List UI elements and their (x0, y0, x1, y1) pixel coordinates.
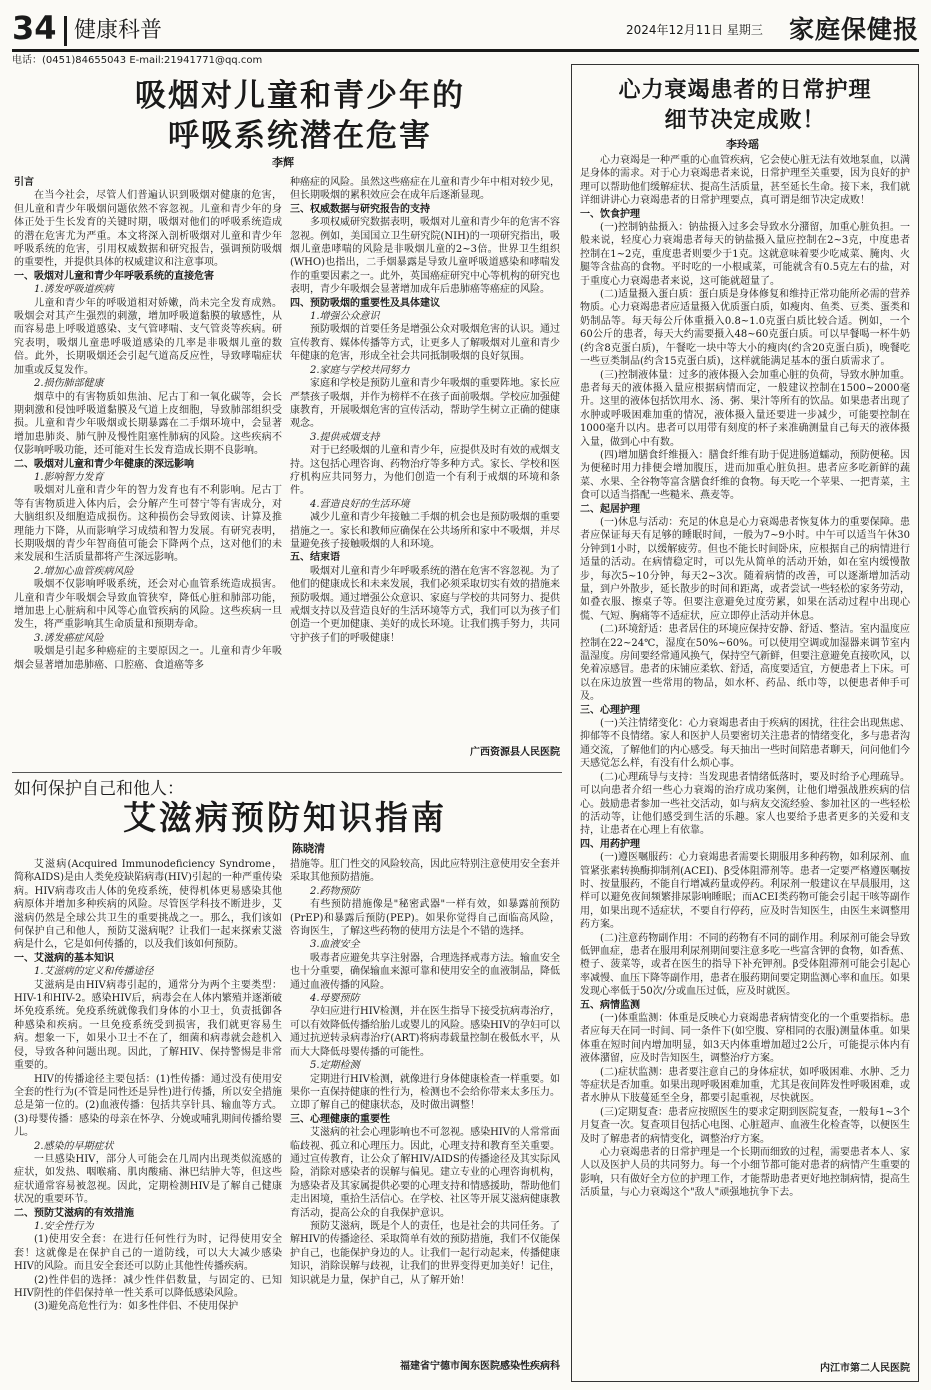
body-paragraph: 吸烟不仅影响呼吸系统，还会对心血管系统造成损害。儿童和青少年吸烟会导致血管狭窄，降低心脏和肺部功能，增加患上心脏病和中风等心血管疾病的风险。这些疾病一旦发生，将严重影响其生命质量和预期寿命。 (14, 579, 282, 631)
article1-title-line1: 吸烟对儿童和青少年的 (135, 78, 465, 114)
section-heading: 二、起居护理 (580, 503, 640, 515)
body-paragraph: (四)增加膳食纤维摄入：膳食纤维有助于促进肠道蠕动，预防便秘。因为便秘时用力排便会增加腹压，进而加重心脏负担。患者应多吃新鲜的蔬菜、水果、全谷物等富含膳食纤维的食物。每天吃一个苹果、一把青菜，主食可以适当搭配一些糙米、燕麦等。 (580, 449, 910, 502)
section-heading: 四、用药护理 (580, 838, 640, 850)
section-heading: 五、病情监测 (580, 999, 640, 1011)
article3-title (571, 76, 919, 136)
body-paragraph: 一旦感染HIV，部分人可能会在几周内出现类似流感的症状，如发热、咽喉痛、肌肉酸痛、淋巴结肿大等，但这些症状通常容易被忽视。因此，定期检测HIV是了解自己健康状况的重要环节。 (14, 1153, 282, 1206)
body-paragraph: (二)注意药物副作用：不同的药物有不同的副作用。利尿剂可能会导致低钾血症，患者在服用利尿剂期间要注意多吃一些富含钾的食物，如香蕉、橙子、菠菜等，或者在医生的指导下补充钾剂。β受体阻滞剂可能会引起心率减慢、血压下降等副作用，患者在服药期间要定期监测心率和血压。如果发现心率低于50次/分或血压过低，应及时就医。 (580, 932, 910, 998)
body-paragraph: (一)体重监测：体重是反映心力衰竭患者病情变化的一个重要指标。患者应每天在同一时间、同一条件下(如空腹、穿相同的衣服)测量体重。如果体重在短时间内增加明显，如3天内体重增加超过2公斤，可能提示体内有液体潴留，应及时告知医生，调整治疗方案。 (580, 1013, 910, 1065)
masthead (12, 6, 919, 52)
body-paragraph: 吸烟对儿童和青少年的智力发育也有不利影响。尼古丁等有害物质进入体内后，会分解产生可替宁等有害成分，对大脑组织及细胞造成损伤。这种损伤会导致阅读、计算及推理能力下降，从而影响学习成绩和智力发展。有研究表明，长期吸烟的青少年智商值可能会下降两个点，这对他们的未来发展和生活质量都将产生深远影响。 (14, 485, 282, 564)
body-paragraph: (一)遵医嘱服药：心力衰竭患者需要长期服用多种药物，如利尿剂、血管紧张素转换酶抑制剂(ACEI)、β受体阻滞剂等。患者一定要严格遵医嘱按时、按量服药，不能自行增减药量或停药。利尿剂一般建议在早晨服用，这样可以避免夜间频繁排尿影响睡眠；而ACEI类药物可能会引起干咳等副作用，如果出现不适症状，不要自行停药，应及时告知医生，由医生来调整用药方案。 (580, 852, 910, 931)
article3-hospital: 内江市第二人民医院 (820, 1363, 910, 1374)
article1-title-line2: 呼吸系统潜在危害 (168, 118, 432, 154)
body-paragraph: 对于已经吸烟的儿童和青少年，应提供及时有效的戒烟支持。这包括心理咨询、药物治疗等多种方式。家长、学校和医疗机构应共同努力，为他们创造一个有利于戒烟的环境和条件。 (290, 445, 560, 497)
body-paragraph: (三)定期复查：患者应按照医生的要求定期到医院复查，一般每1~3个月复查一次。复查项目包括心电图、心脏超声、血液生化检查等，以便医生及时了解患者的病情变化，调整治疗方案。 (580, 1106, 910, 1145)
section-heading: 二、吸烟对儿童和青少年健康的深远影响 (14, 458, 194, 470)
section-heading: 一、艾滋病的基本知识 (14, 952, 114, 964)
subsection-heading: 2.损伤肺部健康 (34, 378, 104, 390)
subsection-heading: 2.增加心血管疾病风险 (34, 565, 134, 577)
newspaper-name: 家庭保健报 (788, 15, 919, 44)
subsection-heading: 3.提供戒烟支持 (310, 431, 380, 443)
article1-author: 李辉 (272, 156, 294, 169)
body-paragraph: 定期进行HIV检测，就像进行身体健康检查一样重要。如果你一直保持健康的性行为，检测也不会给你带来太多压力。立即了解自己的健康状态，及时做出调整！ (290, 1073, 560, 1112)
body-paragraph: HIV的传播途径主要包括：(1)性传播：通过没有使用安全套的性行为(不管是同性还是异性)进行传播，所以安全措施总是第一位的。(2)血液传播：包括共享针具、输血等方式。(3)母婴传播：感染的母亲在怀孕、分娩或哺乳期间传播给婴儿。 (14, 1073, 282, 1139)
section-heading: 一、饮食护理 (580, 208, 640, 220)
article3-author: 李玲瑶 (726, 138, 759, 151)
body-paragraph: 减少儿童和青少年接触二手烟的机会也是预防吸烟的重要措施之一。家长和教师应确保在公共场所和家中不吸烟，并尽量避免孩子接触吸烟的人和环境。 (290, 512, 560, 550)
body-paragraph: 吸烟是引起多种癌症的主要原因之一。儿童和青少年吸烟会显著增加患肺癌、口腔癌、食道癌等多 (14, 646, 282, 671)
body-paragraph: 家庭和学校是预防儿童和青少年吸烟的重要阵地。家长应严禁孩子吸烟，并作为榜样不在孩子面前吸烟。学校应加强健康教育，开展吸烟危害的宣传活动，帮助学生树立正确的健康观念。 (290, 378, 560, 430)
subsection-heading: 1.安全性行为 (34, 1220, 94, 1232)
body-paragraph: (三)控制液体量：过多的液体摄入会加重心脏的负荷，导致水肿加重。患者每天的液体摄入量应根据病情而定，一般建议控制在1500~2000毫升。这里的液体包括饮用水、汤、粥、果汁等所有的饮品。如果患者出现了水肿或呼吸困难加重的情况，液体摄入量还要进一步减少，可能要控制在1000毫升以内。患者可以用带有刻度的杯子来准确测量自己每天的液体摄入量，做到心中有数。 (580, 369, 910, 448)
article2-column1 (14, 858, 282, 1384)
article3-body (580, 154, 910, 1350)
body-paragraph: (一)休息与活动：充足的休息是心力衰竭患者恢复体力的重要保障。患者应保证每天有足够的睡眠时间，一般为7~9小时。中午可以适当午休30分钟到1小时，以缓解疲劳。但也不能长时间卧床，应根据自己的病情进行适量的活动。在病情稳定时，可以先从简单的活动开始，如在室内缓慢散步，每次5~10分钟，每天2~3次。随着病情的改善，可以逐渐增加活动量，到户外散步，延长散步的时间和距离，或者尝试一些轻松的家务劳动，如叠衣服、擦桌子等。但要注意避免过度劳累，如果在活动过程中出现心慌、气短、胸痛等不适症状，应立即停止活动并休息。 (580, 516, 910, 622)
subsection-heading: 1.诱发呼吸道疾病 (34, 284, 114, 296)
subsection-heading: 3.诱发癌症风险 (34, 632, 104, 644)
contact-line: 电话：(0451)84655043 E-mail:21941771@qq.com (12, 55, 263, 66)
subsection-heading: 2.感染的早期症状 (34, 1140, 114, 1152)
page-number: 34 (12, 9, 57, 47)
body-paragraph: 心力衰竭是一种严重的心血管疾病，它会使心脏无法有效地泵血，以满足身体的需求。对于心力衰竭患者来说，日常护理至关重要，因为良好的护理可以帮助他们缓解症状、提高生活质量，甚至延长生命。接下来，我们就详细讲讲心力衰竭患者的日常护理要点，真可谓是细节决定成败！ (580, 155, 910, 207)
subsection-heading: 4.母婴预防 (310, 993, 360, 1005)
body-paragraph: (二)适量摄入蛋白质：蛋白质是身体修复和维持正常功能所必需的营养物质。心力衰竭患者应适量摄入优质蛋白质，如瘦肉、鱼类、豆类、蛋类和奶制品等。每天每公斤体重摄入0.8~1.0克蛋白质比较合适。例如，一个60公斤的患者，每天大约需要摄入48~60克蛋白质。可以早餐喝一杯牛奶(约含8克蛋白质)，午餐吃一块中等大小的瘦肉(约含20克蛋白质)，晚餐吃一些豆类制品(约含15克蛋白质)，这样就能满足基本的蛋白质需求了。 (580, 289, 910, 368)
body-paragraph: 有些预防措施像是"秘密武器"一样有效，如暴露前预防(PrEP)和暴露后预防(PEP)。如果你觉得自己面临高风险，咨询医生，了解这些药物的使用方法是个不错的选择。 (290, 899, 560, 938)
body-paragraph: 孕妇应进行HIV检测，并在医生指导下接受抗病毒治疗，可以有效降低传播给胎儿或婴儿的风险。感染HIV的孕妇可以通过抗逆转录病毒治疗(ART)将病毒载量控制在极低水平，从而大大降低母婴传播的可能性。 (290, 1006, 560, 1058)
article1-column2 (290, 176, 560, 736)
body-paragraph: 烟草中的有害物质如焦油、尼古丁和一氧化碳等，会长期刺激和侵蚀呼吸道黏膜及气道上皮细胞，导致肺部组织受损。儿童和青少年吸烟或长期暴露在二手烟环境中，会显著增加患肺炎、肺气肿及慢性阻塞性肺病的风险。这些疾病不仅影响呼吸功能，还可能对生长发育造成长期不良影响。 (14, 391, 282, 457)
body-paragraph: (二)心理疏导与支持：当发现患者情绪低落时，要及时给予心理疏导。可以向患者介绍一些心力衰竭的治疗成功案例，让他们增强战胜疾病的信心。鼓励患者参加一些社交活动，如与病友交流经验、参加社区的一些轻松的活动等，让他们感受到生活的乐趣。家人也要给予患者更多的关爱和支持，让患者在心理上有依靠。 (580, 771, 910, 837)
article2-author: 陈晓清 (292, 842, 325, 855)
section-name: 健康科普 (74, 18, 163, 43)
body-paragraph: 多项权威研究数据表明，吸烟对儿童和青少年的危害不容忽视。例如，美国国立卫生研究院(NIH)的一项研究指出，吸烟儿童患哮喘的风险是非吸烟儿童的2~3倍。世界卫生组织(WHO)也指出，二手烟暴露是导致儿童呼吸道感染和哮喘发作的重要因素之一。此外，英国癌症研究中心等机构的研究也表明，青少年吸烟会显著增加成年后患肺癌等癌症的风险。 (290, 217, 560, 296)
body-paragraph: 吸烟对儿童和青少年呼吸系统的潜在危害不容忽视。为了他们的健康成长和未来发展，我们必须采取切实有效的措施来预防吸烟。通过增强公众意识、家庭与学校的共同努力、提供戒烟支持以及营造良好的生活环境等方式，我们可以为孩子们创造一个更加健康、美好的成长环境。让我们携手努力，共同守护孩子们的呼吸健康！ (290, 565, 560, 644)
masthead-divider (64, 16, 67, 46)
body-paragraph: (3)避免高危性行为：如多性伴侣、不使用保护 (34, 1301, 239, 1313)
article3-title-line1: 心力衰竭患者的日常护理 (618, 78, 872, 103)
body-paragraph: 心力衰竭患者的日常护理是一个长期而细致的过程，需要患者本人、家人以及医护人员的共同努力。每一个小细节都可能对患者的病情产生重要的影响，只有做好全方位的护理工作，才能帮助患者更好地控制病情，提高生活质量，与心力衰竭这个"敌人"顽强地抗争下去。 (580, 1147, 910, 1199)
article3-title-line2: 细节决定成败！ (664, 108, 826, 133)
subsection-heading: 1.艾滋病的定义和传播途径 (34, 966, 154, 978)
body-paragraph: (一)控制钠盐摄入：钠盐摄入过多会导致水分潴留，加重心脏负担。一般来说，轻度心力衰竭患者每天的钠盐摄入量应控制在2~3克，中度患者控制在1~2克，重度患者则要少于1克。这就意味着要少吃咸菜、腌肉、火腿等含盐高的食物。平时吃的一小根咸菜，可能就含有0.5克左右的盐，对于重度心力衰竭患者来说，这可能就超量了。 (580, 222, 910, 287)
section-heading: 一、吸烟对儿童和青少年呼吸系统的直接危害 (14, 270, 214, 282)
body-paragraph: 艾滋病的社会心理影响也不可忽视。感染HIV的人常常面临歧视、孤立和心理压力。因此，心理支持和教育至关重要。通过宣传教育，让公众了解HIV/AIDS的传播途径及其实际风险，消除对感染者的误解与偏见。建立专业的心理咨询机构，为感染者及其家属提供必要的心理支持和情感援助，帮助他们走出困境，重拾生活信心。在学校、社区等开展艾滋病健康教育活动，提高公众的自我保护意识。 (290, 1127, 560, 1219)
issue-date: 2024年12月11日 星期三 (626, 23, 763, 37)
section-heading: 四、预防吸烟的重要性及具体建议 (290, 297, 440, 309)
body-paragraph: 预防艾滋病，既是个人的责任，也是社会的共同任务。了解HIV的传播途径、采取简单有效的预防措施，我们不仅能保护自己，也能保护身边的人。让我们一起行动起来，传播健康知识，消除误解与歧视，让我们的世界变得更加美好！记住，知识就是力量，保护自己，从了解开始！ (290, 1220, 560, 1286)
subsection-heading: 5.定期检测 (310, 1060, 360, 1072)
section-heading: 引言 (14, 177, 34, 188)
body-paragraph: 措施等。肛门性交的风险较高，因此应特别注意使用安全套并采取其他预防措施。 (290, 859, 560, 884)
article1-column1 (14, 176, 282, 764)
article2-column2 (290, 858, 560, 1356)
body-paragraph: (一)关注情绪变化：心力衰竭患者由于疾病的困扰，往往会出现焦虑、抑郁等不良情绪。家人和医护人员要密切关注患者的情绪变化，多与患者沟通交流，了解他们的内心感受。每天抽出一些时间陪患者聊天，问问他们今天感觉怎么样，有没有什么烦心事。 (580, 718, 910, 770)
body-paragraph: 在当今社会，尽管人们普遍认识到吸烟对健康的危害，但儿童和青少年吸烟问题依然不容忽视。儿童和青少年的身体正处于生长发育的关键时期，吸烟对他们的呼吸系统造成的潜在危害尤为严重。本文将深入剖析吸烟对儿童和青少年呼吸系统的危害，引用权威数据和研究报告，强调预防吸烟的重要性，并提供具体的权威建议和注意事项。 (14, 190, 282, 269)
body-paragraph: (2)性伴侣的选择：减少性伴侣数量，与固定的、已知HIV阴性的伴侣保持单一性关系可以降低感染风险。 (14, 1274, 282, 1299)
subsection-heading: 3.血液安全 (310, 939, 360, 951)
subsection-heading: 4.营造良好的生活环境 (310, 498, 410, 510)
section-heading: 三、权威数据与研究报告的支持 (290, 203, 430, 215)
article-divider (12, 772, 562, 773)
body-paragraph: 预防吸烟的首要任务是增强公众对吸烟危害的认识。通过宣传教育、媒体传播等方式，让更多人了解吸烟对儿童和青少年健康的危害，形成全社会共同抵制吸烟的良好氛围。 (290, 324, 560, 363)
body-paragraph: 艾滋病(Acquired Immunodeficiency Syndrome，简称AIDS)是由人类免疫缺陷病毒(HIV)引起的一种严重传染病。HIV病毒攻击人体的免疫系统，使得机体更易感染其他病原体并增加多种疾病的风险。尽管医学科技不断进步，艾滋病仍然是全球公共卫生的重要挑战之一。那么，我们该如何保护自己和他人，预防艾滋病呢？让我们一起来探索艾滋病是什么，它是如何传播的，以及我们该如何预防。 (14, 859, 282, 951)
subsection-heading: 1.增强公众意识 (310, 311, 380, 323)
subsection-heading: 1.影响智力发育 (34, 471, 104, 483)
subsection-heading: 2.药物预防 (310, 885, 360, 897)
section-heading: 三、心理健康的重要性 (290, 1113, 390, 1125)
subsection-heading: 2.家庭与学校共同努力 (310, 364, 410, 376)
section-heading: 二、预防艾滋病的有效措施 (14, 1207, 134, 1219)
article2-subtitle: 如何保护自己和他人： (14, 779, 184, 799)
body-paragraph: (二)环境舒适：患者居住的环境应保持安静、舒适、整洁。室内温度应控制在22~24℃，湿度在50%~60%。可以使用空调或加湿器来调节室内温湿度。房间要经常通风换气，保持空气新鲜，但要注意避免直接吹风，以免着凉感冒。患者的床铺应柔软、舒适，高度要适宜，方便患者上下床。可以在床边放置一些常用的物品，如水杯、药品、纸巾等，以便患者伸手可及。 (580, 624, 910, 703)
article1-hospital: 广西资源县人民医院 (470, 747, 560, 758)
article2-hospital: 福建省宁德市闽东医院感染性疾病科 (400, 1361, 560, 1372)
body-paragraph: 种癌症的风险。虽然这些癌症在儿童和青少年中相对较少见，但长期吸烟的累积效应会在成年后逐渐显现。 (290, 177, 560, 202)
section-heading: 五、结束语 (290, 552, 340, 564)
body-paragraph: 吸毒者应避免共享注射器，合理选择戒毒方法。输血安全也十分重要，确保输血来源可靠和使用安全的血液制品，降低通过血液传播的风险。 (290, 952, 560, 991)
article1-title (60, 76, 540, 156)
body-paragraph: (二)症状监测：患者要注意自己的身体症状，如呼吸困难、水肿、乏力等症状是否加重。如果出现呼吸困难加重，尤其是夜间阵发性呼吸困难，或者水肿从下肢蔓延至全身，都要引起重视，尽快就医。 (580, 1066, 910, 1105)
body-paragraph: 儿童和青少年的呼吸道相对娇嫩，尚未完全发育成熟。吸烟会对其产生强烈的刺激，增加呼吸道黏膜的敏感性，从而容易患上呼吸道感染、支气管哮喘、支气管炎等疾病。研究表明，吸烟儿童患呼吸道感染的几率是非吸烟儿童的数倍。此外，长期吸烟还会引起气道高反应性，导致哮喘症状加重或反复发作。 (14, 297, 282, 376)
body-paragraph: (1)使用安全套：在进行任何性行为时，记得使用安全套！这就像是在保护自己的一道防线，可以大大减少感染HIV的风险。而且安全套还可以防止其他性传播疾病。 (14, 1234, 282, 1273)
body-paragraph: 艾滋病是由HIV病毒引起的，通常分为两个主要类型：HIV-1和HIV-2。感染HIV后，病毒会在人体内繁殖并逐渐破坏免疫系统。免疫系统就像我们身体的小卫士，负责抵御各种感染和疾病。一旦免疫系统受到损害，我们就更容易生病。想象一下，如果小卫士不在了，细菌和病毒就会趁机入侵，导致各种问题出现。因此，了解HIV、保持警惕是非常重要的。 (14, 979, 282, 1072)
section-heading: 三、心理护理 (580, 704, 640, 716)
article2-title: 艾滋病预防知识指南 (123, 798, 447, 837)
